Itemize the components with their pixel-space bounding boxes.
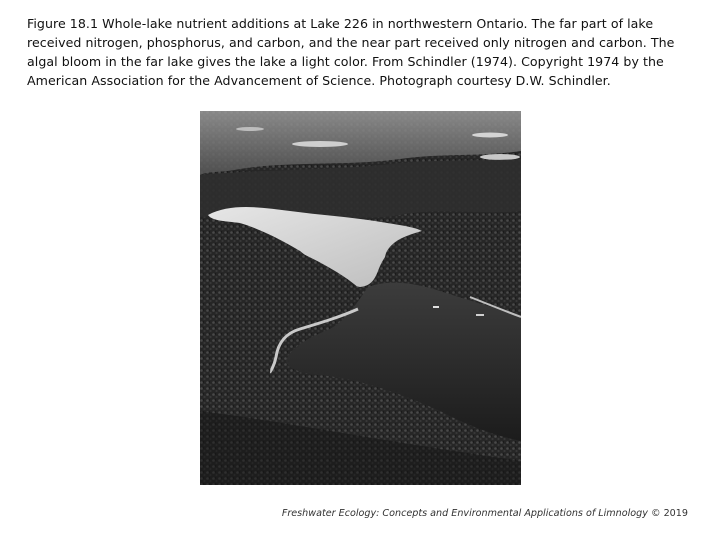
copyright-notice: © 2019 [650,508,688,519]
boat-speck [433,306,439,308]
lake-226-aerial-photograph [200,111,521,485]
book-footer [282,508,688,519]
book-title: Freshwater Ecology: Concepts and Environmental Applications of Limnology [281,508,648,519]
boat-speck [476,314,484,316]
distant-lake [480,154,520,160]
distant-lake [292,141,348,147]
distant-lake [472,133,508,138]
lake-photo-illustration [200,111,521,485]
distant-lake [236,127,264,131]
figure-caption: Figure 18.1 Whole-lake nutrient additions at Lake 226 in northwestern Ontario. The far part of lake received nitrogen, phosphorus, and carbon, and the near part received only nitrogen and carbon. The algal bloom in the far lake gives the lake a light color. From Schindler (1974). Copyright 1974 by the American Association for the Advancement of Science. Photograph courtesy D.W. Schindler. [27,16,675,88]
